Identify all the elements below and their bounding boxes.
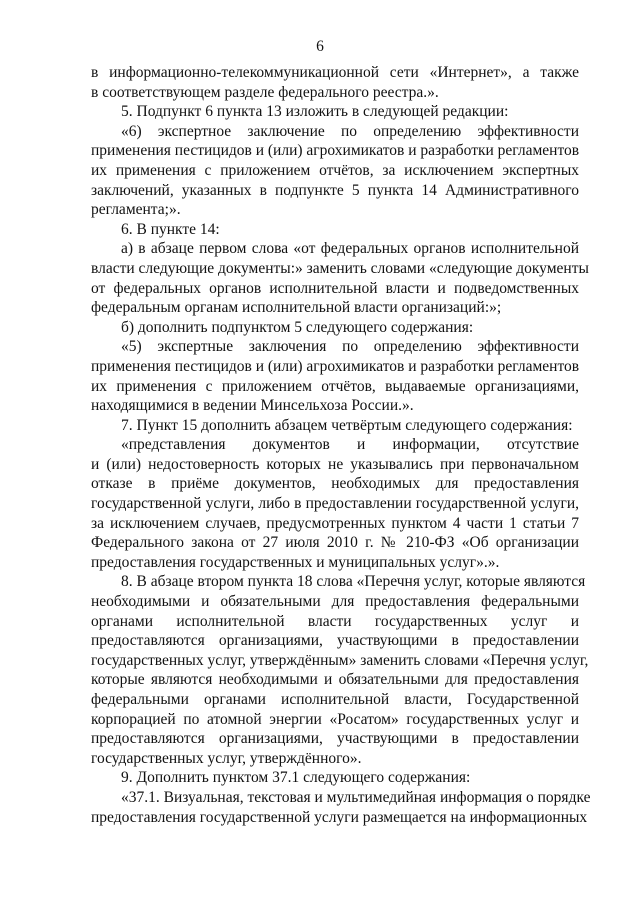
text-line: заключений, указанных в подпункте 5 пункта 14 Административного <box>91 181 579 199</box>
text-line: применения пестицидов и (или) агрохимикатов и разработки регламентов <box>91 357 580 375</box>
text-line: применения пестицидов и (или) агрохимикатов и разработки регламентов <box>91 142 580 160</box>
text-line: за исключением случаев, предусмотренных пунктом 4 части 1 статьи 7 <box>91 514 579 532</box>
text-line: 8. В абзаце втором пункта 18 слова «Перечня услуг, которые являются <box>121 573 586 591</box>
text-line: Федерального закона от 27 июля 2010 г. № 210-ФЗ «Об организации <box>91 534 579 552</box>
text-line: «представления документов и информации, отсутствие <box>121 436 579 454</box>
text-line: государственных услуг, утверждённым» заменить словами «Перечня услуг, <box>91 651 589 669</box>
text-line: в соответствующем разделе федерального реестра.». <box>91 83 439 101</box>
text-line: «5) экспертные заключения по определению эффективности <box>121 338 579 356</box>
text-line: в информационно-телекоммуникационной сети «Интернет», а также <box>91 64 579 81</box>
text-line: корпорацией по атомной энергии «Росатом» государственных услуг и <box>91 710 579 728</box>
text-line: и (или) недостоверность которых не указывались при первоначальном <box>91 455 579 473</box>
text-line: государственной услуги, либо в предоставлении государственной услуги, <box>91 495 579 513</box>
text-line: «37.1. Визуальная, текстовая и мультимедийная информация о порядке <box>121 788 591 806</box>
text-line: предоставляются организациями, участвующими в предоставлении <box>91 730 579 748</box>
text-line: а) в абзаце первом слова «от федеральных органов исполнительной <box>121 240 579 258</box>
text-line: предоставляются организациями, участвующими в предоставлении <box>91 632 579 650</box>
text-line: власти следующие документы:» заменить словами «следующие документы <box>91 259 589 277</box>
text-line: государственных услуг, утверждённого». <box>91 749 362 767</box>
text-line: их применения с приложением отчётов, выдаваемые организациями, <box>91 377 579 395</box>
text-line: от федеральных органов исполнительной власти и подведомственных <box>91 279 579 297</box>
text-line: «6) экспертное заключение по определению эффективности <box>121 122 579 140</box>
text-line: находящимися в ведении Минсельхоза России.». <box>91 397 414 415</box>
text-line: 6. В пункте 14: <box>121 220 220 238</box>
text-line: б) дополнить подпунктом 5 следующего содержания: <box>121 318 474 336</box>
text-line: органами исполнительной власти государственных услуг и <box>91 612 579 630</box>
text-line: которые являются необходимыми и обязательными для предоставления <box>91 671 579 689</box>
text-line: их применения с приложением отчётов, за исключением экспертных <box>91 161 579 179</box>
text-line: 9. Дополнить пунктом 37.1 следующего содержания: <box>121 769 471 787</box>
document-body <box>91 63 591 827</box>
page-number: 6 <box>316 38 324 55</box>
text-line: предоставления государственной услуги размещается на информационных <box>91 808 588 826</box>
text-line: федеральным органам исполнительной власти организаций:»; <box>91 299 502 317</box>
text-line: предоставления государственных и муниципальных услуг».». <box>91 553 500 571</box>
text-line: регламента;». <box>91 201 181 219</box>
text-line: 7. Пункт 15 дополнить абзацем четвёртым следующего содержания: <box>121 416 573 434</box>
text-line: 5. Подпункт 6 пункта 13 изложить в следующей редакции: <box>121 103 509 121</box>
text-line: необходимыми и обязательными для предоставления федеральными <box>91 593 579 611</box>
text-line: федеральными органами исполнительной власти, Государственной <box>91 691 579 708</box>
text-line: отказе в приёме документов, необходимых для предоставления <box>91 475 579 493</box>
